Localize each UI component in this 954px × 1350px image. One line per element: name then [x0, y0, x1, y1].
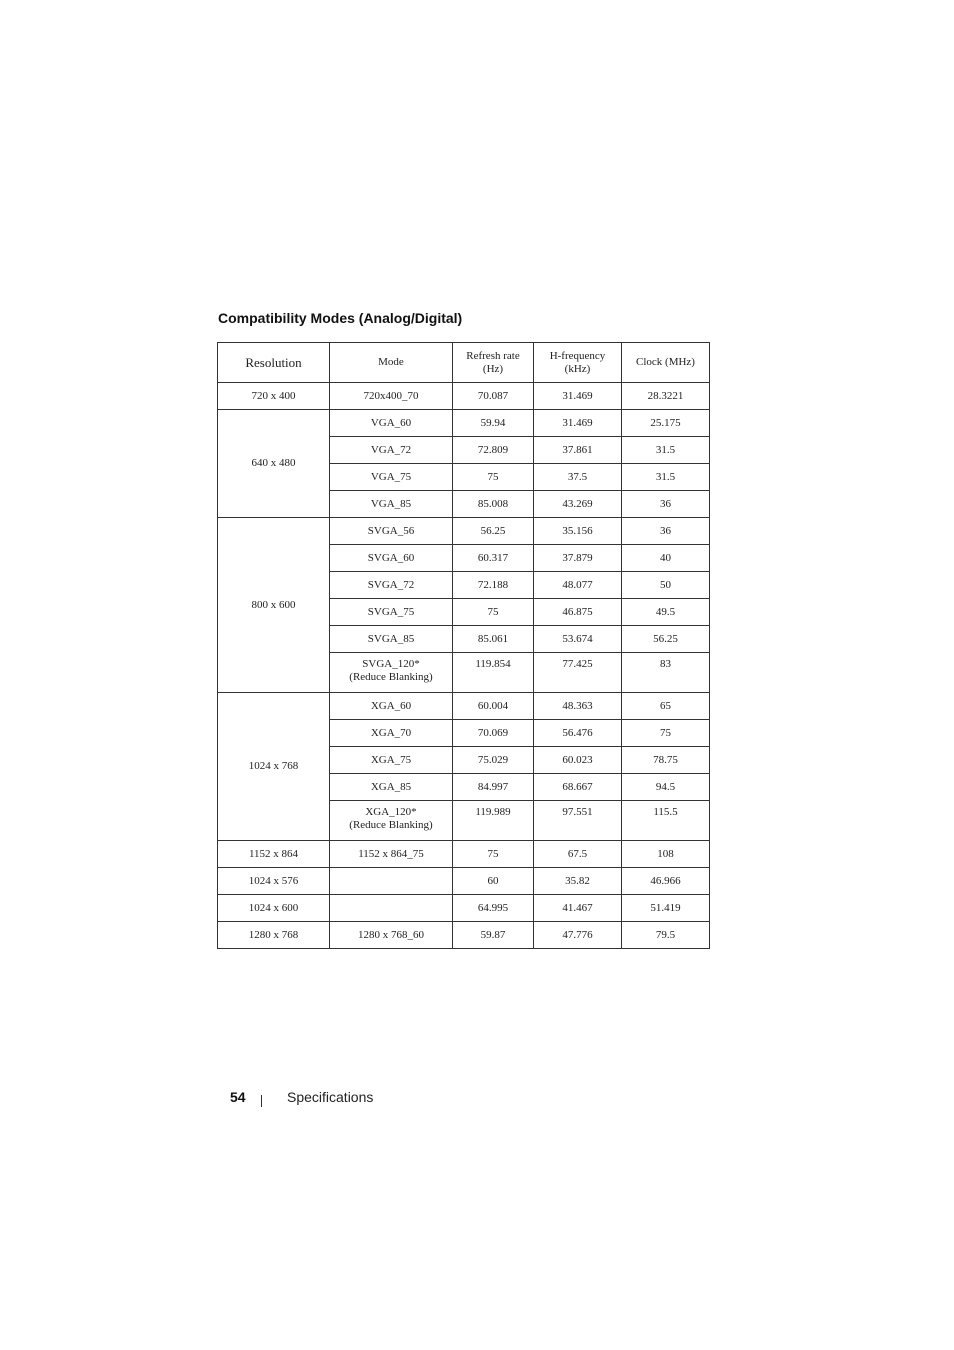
- cell-mode: 1280 x 768_60: [330, 922, 453, 949]
- cell-h-frequency: 35.82: [534, 868, 622, 895]
- cell-mode: SVGA_85: [330, 626, 453, 653]
- table-body: [218, 383, 710, 949]
- cell-clock: 51.419: [622, 895, 710, 922]
- cell-clock: 115.5: [622, 801, 710, 841]
- cell-refresh-rate: 64.995: [453, 895, 534, 922]
- cell-clock: 25.175: [622, 410, 710, 437]
- cell-h-frequency: 67.5: [534, 841, 622, 868]
- cell-h-frequency: 37.861: [534, 437, 622, 464]
- cell-mode: VGA_60: [330, 410, 453, 437]
- cell-h-frequency: 31.469: [534, 410, 622, 437]
- table-header-row: [218, 343, 710, 383]
- compatibility-modes-table: [217, 342, 710, 949]
- cell-resolution: 720 x 400: [218, 383, 330, 410]
- table-row: [218, 922, 710, 949]
- cell-clock: 108: [622, 841, 710, 868]
- cell-mode: [330, 895, 453, 922]
- cell-mode: VGA_85: [330, 491, 453, 518]
- cell-h-frequency: 56.476: [534, 720, 622, 747]
- table-row: [218, 518, 710, 545]
- cell-mode: SVGA_120* (Reduce Blanking): [330, 653, 453, 693]
- header-h-frequency: H-frequency (kHz): [534, 343, 622, 383]
- cell-mode: XGA_85: [330, 774, 453, 801]
- cell-h-frequency: 47.776: [534, 922, 622, 949]
- table-row: [218, 693, 710, 720]
- cell-clock: 36: [622, 518, 710, 545]
- cell-clock: 46.966: [622, 868, 710, 895]
- cell-h-frequency: 41.467: [534, 895, 622, 922]
- cell-refresh-rate: 119.854: [453, 653, 534, 693]
- cell-refresh-rate: 70.087: [453, 383, 534, 410]
- table-row: [218, 895, 710, 922]
- cell-refresh-rate: 75: [453, 841, 534, 868]
- cell-clock: 83: [622, 653, 710, 693]
- cell-refresh-rate: 84.997: [453, 774, 534, 801]
- cell-clock: 40: [622, 545, 710, 572]
- cell-resolution: 1024 x 576: [218, 868, 330, 895]
- cell-h-frequency: 60.023: [534, 747, 622, 774]
- cell-h-frequency: 46.875: [534, 599, 622, 626]
- footer-separator: [261, 1095, 262, 1107]
- cell-refresh-rate: 119.989: [453, 801, 534, 841]
- cell-mode: 720x400_70: [330, 383, 453, 410]
- cell-clock: 65: [622, 693, 710, 720]
- cell-clock: 31.5: [622, 464, 710, 491]
- cell-refresh-rate: 85.008: [453, 491, 534, 518]
- cell-resolution: 1280 x 768: [218, 922, 330, 949]
- cell-clock: 78.75: [622, 747, 710, 774]
- cell-resolution: 800 x 600: [218, 518, 330, 693]
- cell-mode: 1152 x 864_75: [330, 841, 453, 868]
- cell-resolution: 1024 x 768: [218, 693, 330, 841]
- cell-mode: XGA_120* (Reduce Blanking): [330, 801, 453, 841]
- cell-clock: 36: [622, 491, 710, 518]
- header-resolution: Resolution: [218, 343, 330, 383]
- cell-h-frequency: 77.425: [534, 653, 622, 693]
- table-row: [218, 410, 710, 437]
- cell-h-frequency: 43.269: [534, 491, 622, 518]
- cell-clock: 75: [622, 720, 710, 747]
- cell-h-frequency: 53.674: [534, 626, 622, 653]
- cell-refresh-rate: 60.004: [453, 693, 534, 720]
- cell-h-frequency: 48.363: [534, 693, 622, 720]
- section-heading: Compatibility Modes (Analog/Digital): [218, 310, 463, 326]
- footer-section-title: Specifications: [287, 1089, 374, 1105]
- cell-refresh-rate: 59.87: [453, 922, 534, 949]
- cell-mode: VGA_72: [330, 437, 453, 464]
- header-mode: Mode: [330, 343, 453, 383]
- cell-h-frequency: 37.5: [534, 464, 622, 491]
- cell-clock: 31.5: [622, 437, 710, 464]
- cell-refresh-rate: 56.25: [453, 518, 534, 545]
- cell-clock: 49.5: [622, 599, 710, 626]
- page-number: 54: [230, 1089, 246, 1105]
- cell-clock: 94.5: [622, 774, 710, 801]
- cell-mode: XGA_70: [330, 720, 453, 747]
- cell-refresh-rate: 72.188: [453, 572, 534, 599]
- cell-clock: 79.5: [622, 922, 710, 949]
- cell-resolution: 1152 x 864: [218, 841, 330, 868]
- cell-refresh-rate: 60: [453, 868, 534, 895]
- cell-clock: 50: [622, 572, 710, 599]
- cell-mode: SVGA_56: [330, 518, 453, 545]
- table-row: [218, 383, 710, 410]
- cell-h-frequency: 37.879: [534, 545, 622, 572]
- table-row: [218, 868, 710, 895]
- cell-mode: SVGA_75: [330, 599, 453, 626]
- cell-h-frequency: 97.551: [534, 801, 622, 841]
- cell-h-frequency: 48.077: [534, 572, 622, 599]
- cell-mode: VGA_75: [330, 464, 453, 491]
- cell-mode: [330, 868, 453, 895]
- cell-mode: SVGA_72: [330, 572, 453, 599]
- header-refresh-rate: Refresh rate (Hz): [453, 343, 534, 383]
- cell-refresh-rate: 70.069: [453, 720, 534, 747]
- cell-refresh-rate: 75: [453, 599, 534, 626]
- cell-mode: XGA_75: [330, 747, 453, 774]
- cell-clock: 28.3221: [622, 383, 710, 410]
- cell-resolution: 640 x 480: [218, 410, 330, 518]
- cell-refresh-rate: 59.94: [453, 410, 534, 437]
- cell-refresh-rate: 72.809: [453, 437, 534, 464]
- cell-h-frequency: 35.156: [534, 518, 622, 545]
- cell-mode: XGA_60: [330, 693, 453, 720]
- cell-refresh-rate: 85.061: [453, 626, 534, 653]
- cell-refresh-rate: 60.317: [453, 545, 534, 572]
- cell-clock: 56.25: [622, 626, 710, 653]
- cell-mode: SVGA_60: [330, 545, 453, 572]
- cell-refresh-rate: 75.029: [453, 747, 534, 774]
- cell-h-frequency: 68.667: [534, 774, 622, 801]
- header-clock: Clock (MHz): [622, 343, 710, 383]
- cell-resolution: 1024 x 600: [218, 895, 330, 922]
- cell-h-frequency: 31.469: [534, 383, 622, 410]
- table-row: [218, 841, 710, 868]
- cell-refresh-rate: 75: [453, 464, 534, 491]
